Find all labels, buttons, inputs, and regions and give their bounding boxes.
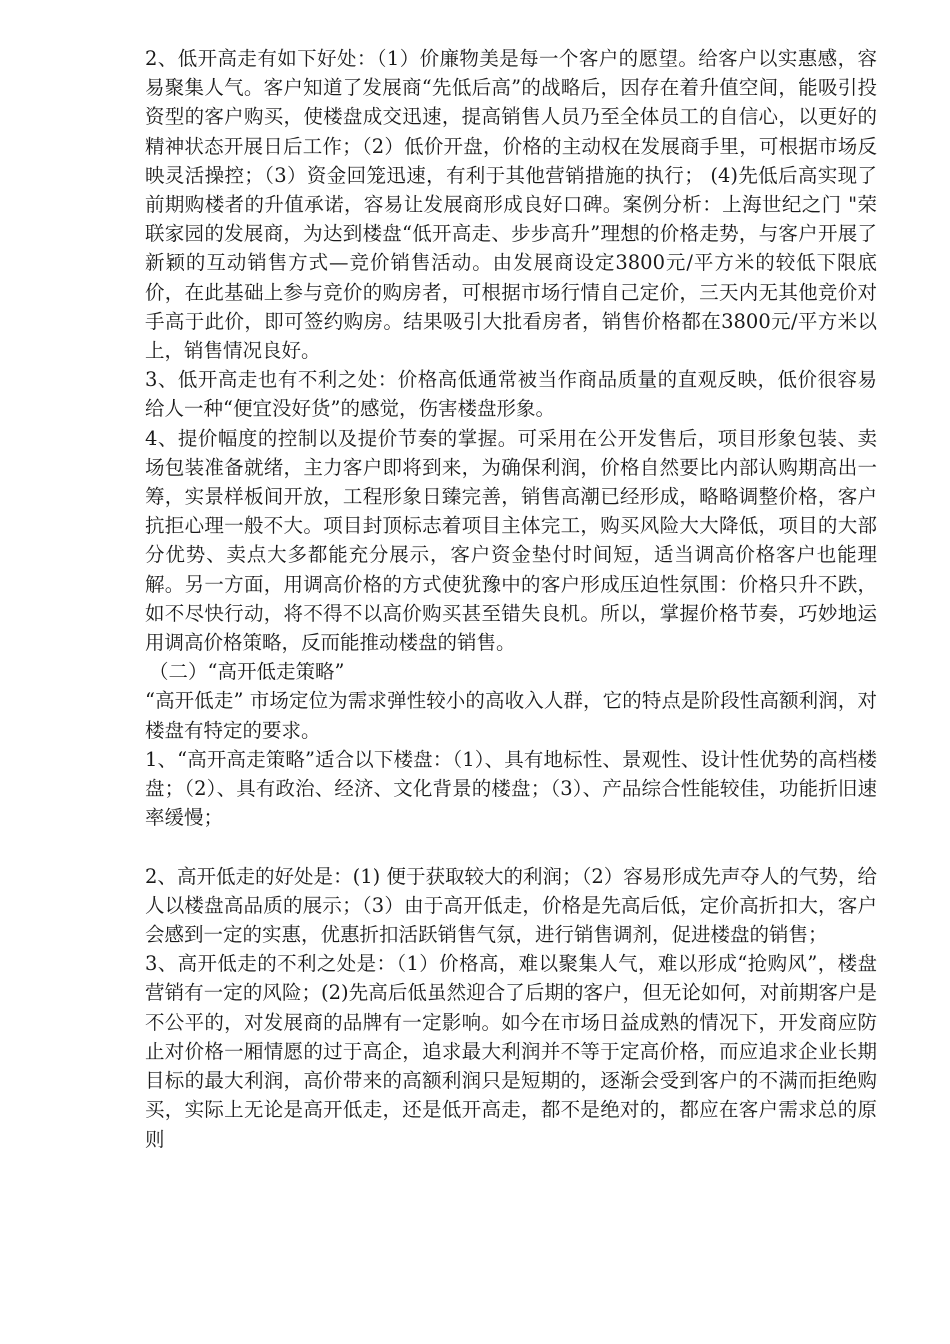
paragraph-low-open-disadvantages: 3、低开高走也有不利之处：价格高低通常被当作商品质量的直观反映，低价很容易给人一种“便宜没好货”的感觉，伤害楼盘形象。 — [145, 368, 877, 421]
section-heading-high-open-strategy: （二）“高开低走策略” — [149, 660, 345, 684]
paragraph-high-open-suitable-properties: 1、“高开高走策略”适合以下楼盘：（1）、具有地标性、景观性、设计性优势的高档楼盘；（2）、具有政治、经济、文化背景的楼盘；（3）、产品综合性能较佳，功能折旧速率缓慢； — [145, 747, 877, 830]
document-body — [145, 44, 877, 1154]
paragraph-high-open-positioning: “高开低走” 市场定位为需求弹性较小的高收入人群，它的特点是阶段性高额利润，对楼盘有特定的要求。 — [145, 689, 877, 742]
blank-line — [145, 832, 877, 861]
paragraph-price-increase-control: 4、提价幅度的控制以及提价节奏的掌握。可采用在公开发售后，项目形象包装、卖场包装准备就绪，主力客户即将到来，为确保利润，价格自然要比内部认购期高出一筹，实景样板间开放，工程形象日臻完善，销售高潮已经形成，略略调整价格，客户抗拒心理一般不大。项目封顶标志着项目主体完工，购买风险大大降低，项目的大部分优势、卖点大多都能充分展示，客户资金垫付时间短，适当调高价格客户也能理解。另一方面，用调高价格的方式使犹豫中的客户形成压迫性氛围：价格只升不跌，如不尽快行动，将不得不以高价购买甚至错失良机。所以，掌握价格节奏，巧妙地运用调高价格策略，反而能推动楼盘的销售。 — [145, 426, 877, 655]
paragraph-high-open-disadvantages: 3、高开低走的不利之处是：（1）价格高，难以聚集人气，难以形成“抢购风”，楼盘营销有一定的风险；(2)先高后低虽然迎合了后期的客户，但无论如何，对前期客户是不公平的，对发展商的品牌有一定影响。如今在市场日益成熟的情况下，开发商应防止对价格一厢情愿的过于高企，追求最大利润并不等于定高价格，而应追求企业长期目标的最大利润，高价带来的高额利润只是短期的，逐渐会受到客户的不满而拒绝购买，实际上无论是高开低走，还是低开高走，都不是绝对的，都应在客户需求总的原则 — [145, 952, 877, 1151]
paragraph-high-open-benefits: 2、高开低走的好处是：(1) 便于获取较大的利润；（2）容易形成先声夺人的气势，给人以楼盘高品质的展示；（3）由于高开低走，价格是先高后低，定价高折扣大，客户会感到一定的实惠，优惠折扣活跃销售气氛，进行销售调剂，促进楼盘的销售； — [145, 864, 877, 947]
paragraph-low-open-benefits: 2、低开高走有如下好处：（1）价廉物美是每一个客户的愿望。给客户以实惠感，容易聚集人气。客户知道了发展商“先低后高”的战略后，因存在着升值空间，能吸引投资型的客户购买，使楼盘成交迅速，提高销售人员乃至全体员工的自信心，以更好的精神状态开展日后工作；（2）低价开盘，价格的主动权在发展商手里，可根据市场反映灵活操控；（3）资金回笼迅速，有利于其他营销措施的执行； (4)先低后高实现了前期购楼者的升值承诺，容易让发展商形成良好口碑。案例分析：上海世纪之门 "荣联家园的发展商，为达到楼盘“低开高走、步步高升”理想的价格走势，与客户开展了新颖的互动销售方式—竞价销售活动。由发展商设定3800元/平方米的较低下限底价，在此基础上参与竞价的购房者，可根据市场行情自己定价，三天内无其他竞价对手高于此价，即可签约购房。结果吸引大批看房者，销售价格都在3800元/平方米以上，销售情况良好。 — [145, 47, 877, 363]
